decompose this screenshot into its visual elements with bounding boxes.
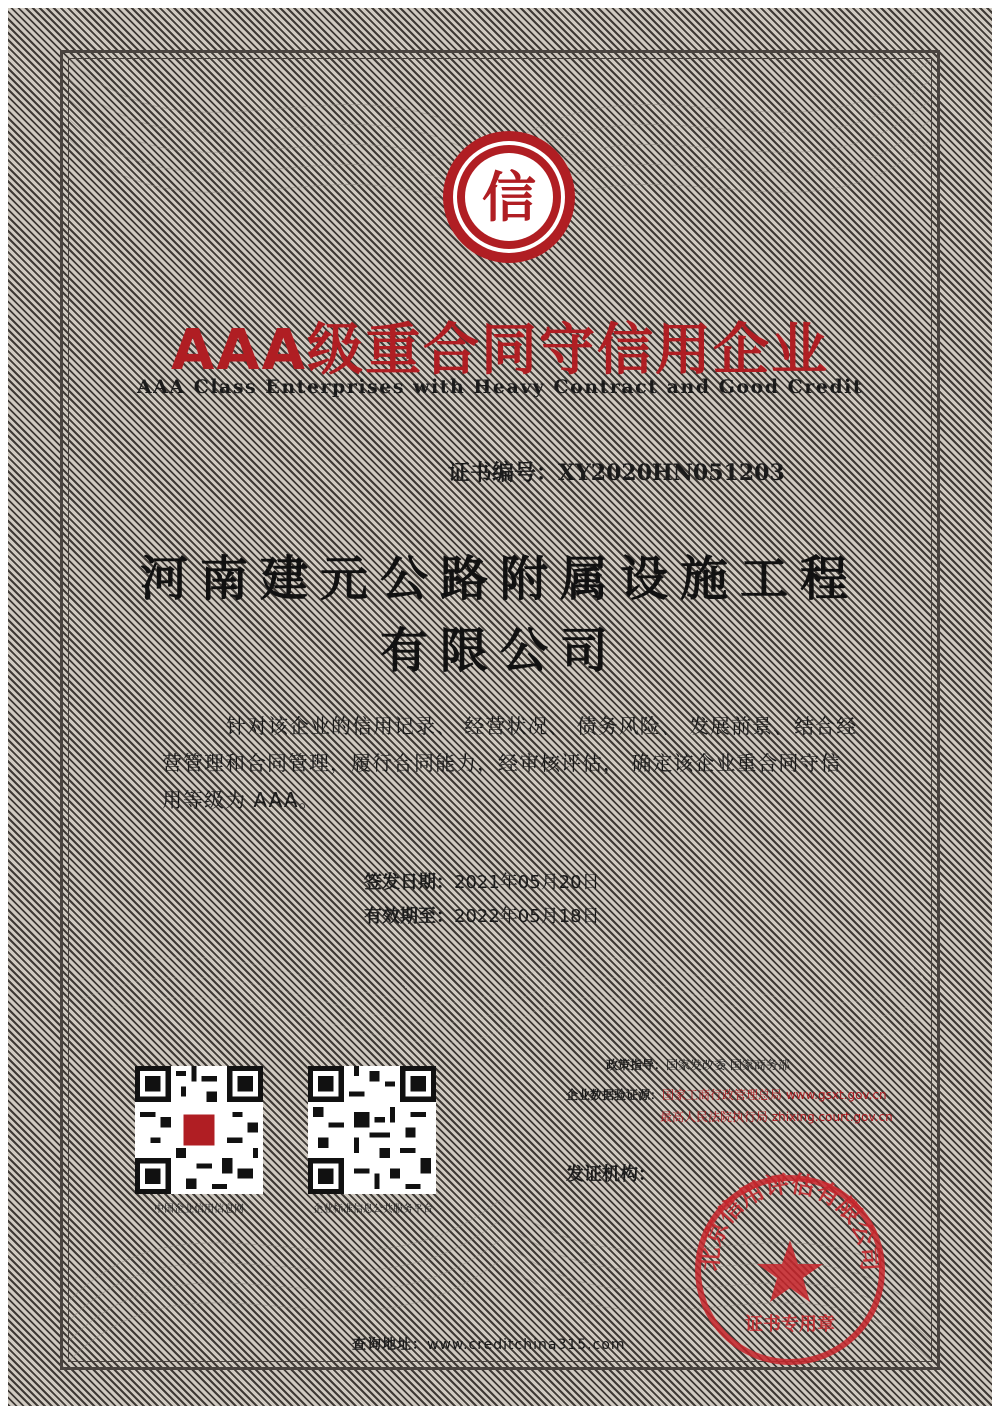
qr-code-credit-info-icon[interactable] — [135, 1066, 263, 1194]
valid-until — [364, 902, 600, 928]
query-address-url[interactable]: www.creditchina315.com — [427, 1337, 626, 1353]
data-verification-source — [566, 1086, 887, 1103]
certificate-number-label: 证书编号： — [448, 460, 559, 486]
certificate-subtitle: AAA Class Enterprises with Heavy Contract and Good Credit — [136, 376, 864, 398]
policy-guidance-label: 政策指导： — [606, 1058, 667, 1072]
qr-caption-credit-info: 中国企业信用信息网 — [154, 1204, 244, 1215]
valid-until-value: 2022年05月18日 — [454, 906, 600, 927]
verification-source-2[interactable]: 最高人民法院执行局 zhixing.court.gov.cn — [660, 1110, 893, 1124]
qr-code-standard-info-icon[interactable] — [308, 1066, 436, 1194]
certificate-number — [448, 456, 785, 487]
certificate-number-value: XY2020HN051203 — [558, 460, 785, 486]
issue-date-label: 签发日期： — [364, 872, 454, 893]
certificate-body — [162, 708, 862, 819]
credit-emblem-icon — [440, 128, 578, 266]
query-address — [352, 1334, 626, 1354]
verification-source-1[interactable]: 国家工商行政管理总局 www.gsxt.gov.cn — [662, 1088, 887, 1102]
certificate-body-text: 针对该企业的信用记录、 经营状况、 债务风险、 发展前景、结合经营管理和合同管理，履行合同能力，经审核评估， 确定该企业重合同守信用等级为 AAA。 — [162, 714, 858, 812]
issuing-authority-label: 发证机构： — [566, 1164, 656, 1185]
company-name-line2: 有限公司 — [379, 623, 620, 679]
emblem-text: 信 — [482, 165, 536, 229]
verification-label: 企业数据验证源： — [566, 1088, 663, 1102]
issue-date — [364, 868, 600, 894]
valid-until-label: 有效期至： — [364, 906, 454, 927]
seal-arc-text: 北京信用评估有限公司 — [694, 1170, 886, 1272]
policy-guidance-value: 国家发改委 国家商务部 — [666, 1058, 790, 1072]
issue-date-value: 2021年05月20日 — [454, 872, 600, 893]
seal-star-icon — [757, 1240, 823, 1302]
company-name-line1: 河南建元公路附属设施工程 — [139, 551, 860, 607]
certificate-title: AAA级重合同守信用企业 — [170, 318, 830, 383]
qr-caption-standard-info: 企业标准信息公共服务平台 — [313, 1204, 433, 1215]
query-address-label: 查询地址： — [352, 1337, 427, 1353]
official-seal-stamp — [690, 1170, 890, 1370]
policy-guidance — [606, 1056, 790, 1073]
seal-bottom-text: 证书专用章 — [745, 1314, 835, 1335]
